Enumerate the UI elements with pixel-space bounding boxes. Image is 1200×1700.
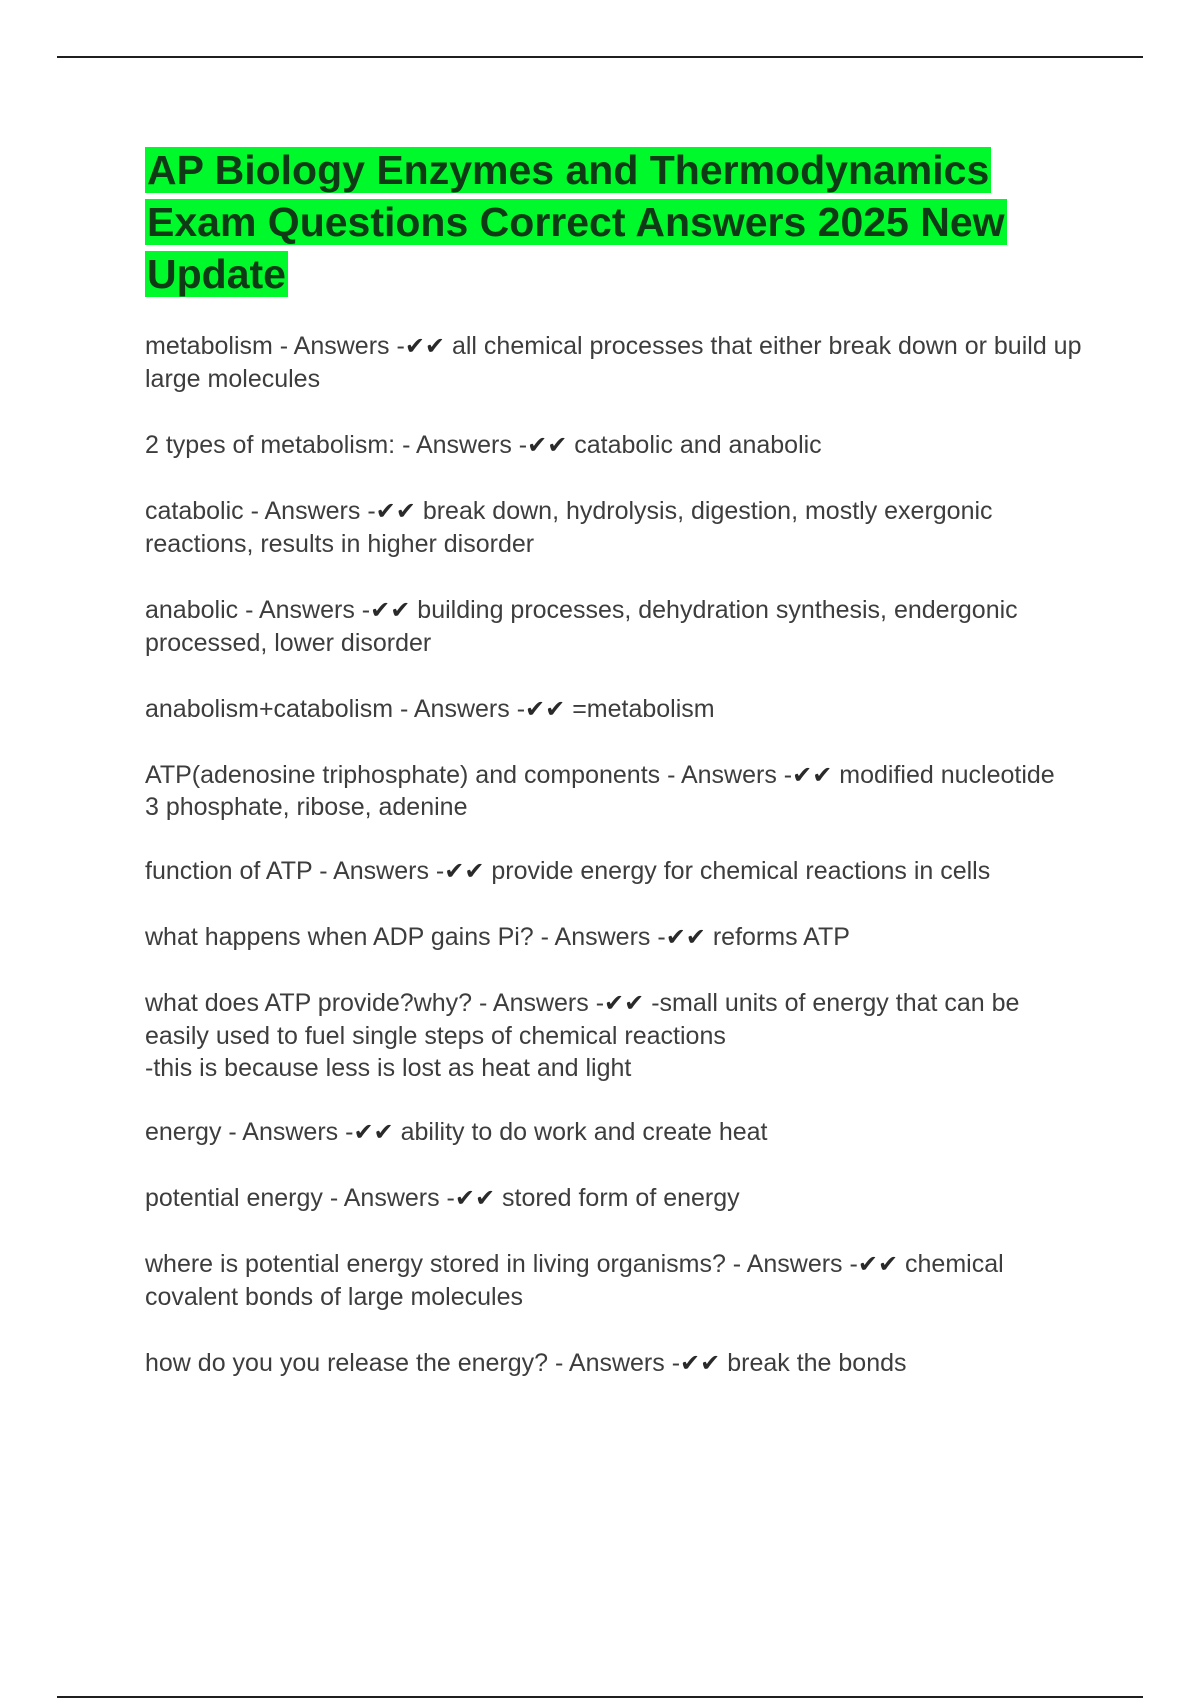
qa-answer: chemical covalent bonds of large molecules xyxy=(145,1250,1004,1311)
qa-answer: modified nucleotide xyxy=(832,761,1055,789)
qa-entry xyxy=(145,330,1085,396)
qa-term: where is potential energy stored in living organisms? xyxy=(145,1250,726,1278)
qa-separator: - Answers - xyxy=(322,1184,455,1212)
qa-answer: reforms ATP xyxy=(705,923,850,951)
qa-entry xyxy=(145,921,1085,954)
footer-rule xyxy=(57,1696,1143,1698)
qa-line xyxy=(145,855,1085,888)
qa-term: how do you you release the energy? xyxy=(145,1349,549,1377)
qa-separator: - Answers - xyxy=(272,332,405,360)
qa-entry xyxy=(145,495,1085,561)
check-mark-icon: ✔✔ xyxy=(353,1118,394,1146)
qa-line xyxy=(145,429,1085,462)
qa-entry xyxy=(145,759,1085,822)
qa-separator: - Answers - xyxy=(395,431,528,459)
qa-answer: all chemical processes that either break down or build up large molecules xyxy=(145,332,1082,393)
check-mark-icon: ✔✔ xyxy=(454,1184,496,1212)
qa-line xyxy=(145,330,1085,396)
qa-separator: - Answers - xyxy=(472,989,605,1017)
qa-term: anabolic xyxy=(145,596,239,624)
qa-separator: - Answers - xyxy=(312,857,445,885)
document-content xyxy=(145,144,1085,1413)
qa-term: anabolism+catabolism xyxy=(145,695,394,723)
qa-term: 2 types of metabolism: xyxy=(145,431,396,459)
qa-entry xyxy=(145,1248,1085,1314)
qa-answer-continuation: -this is because less is lost as heat and light xyxy=(145,1054,632,1082)
qa-line xyxy=(145,495,1085,561)
qa-answer: provide energy for chemical reactions in cells xyxy=(484,857,991,885)
check-mark-icon: ✔✔ xyxy=(404,332,446,360)
qa-list xyxy=(145,330,1085,1380)
check-mark-icon: ✔✔ xyxy=(444,857,485,885)
qa-line xyxy=(145,759,1085,792)
qa-entry xyxy=(145,855,1085,888)
document-title-text: AP Biology Enzymes and Thermodynamics Exam Questions Correct Answers 2025 New Update xyxy=(147,147,1005,297)
qa-entry xyxy=(145,429,1085,462)
qa-separator: - Answers - xyxy=(393,695,526,723)
qa-entry xyxy=(145,693,1085,726)
check-mark-icon: ✔✔ xyxy=(525,695,566,723)
qa-line xyxy=(145,1116,1085,1149)
qa-term: potential energy xyxy=(145,1184,323,1212)
qa-line xyxy=(145,594,1085,660)
qa-separator: - Answers - xyxy=(238,596,371,624)
qa-answer: break down, hydrolysis, digestion, mostly exergonic reactions, results in higher disorder xyxy=(145,497,993,558)
qa-answer: -small units of energy that can be easily used to fuel single steps of chemical reactions xyxy=(145,989,1020,1050)
qa-separator: - Answers - xyxy=(548,1349,681,1377)
qa-line xyxy=(145,1182,1085,1215)
qa-answer: catabolic and anabolic xyxy=(567,431,822,459)
qa-answer: break the bonds xyxy=(720,1349,907,1377)
qa-term: ATP(adenosine triphosphate) and components xyxy=(145,761,661,789)
check-mark-icon: ✔✔ xyxy=(370,596,411,624)
qa-entry xyxy=(145,1347,1085,1380)
qa-entry xyxy=(145,1116,1085,1149)
check-mark-icon: ✔✔ xyxy=(665,923,706,951)
qa-line xyxy=(145,921,1085,954)
qa-line xyxy=(145,693,1085,726)
qa-separator: - Answers - xyxy=(725,1250,858,1278)
qa-separator: - Answers - xyxy=(660,761,793,789)
document-title xyxy=(145,144,1085,300)
qa-line xyxy=(145,1248,1085,1314)
qa-term: energy xyxy=(145,1118,222,1146)
header-rule xyxy=(57,56,1143,58)
qa-entry xyxy=(145,987,1085,1083)
qa-entry xyxy=(145,594,1085,660)
qa-term: function of ATP xyxy=(145,857,313,885)
qa-separator: - Answers - xyxy=(221,1118,354,1146)
check-mark-icon: ✔✔ xyxy=(527,431,568,459)
qa-separator: - Answers - xyxy=(533,923,666,951)
qa-term: catabolic xyxy=(145,497,244,525)
qa-answer-continuation: 3 phosphate, ribose, adenine xyxy=(145,793,468,821)
check-mark-icon: ✔✔ xyxy=(680,1349,721,1377)
qa-answer: stored form of energy xyxy=(495,1184,740,1212)
qa-entry xyxy=(145,1182,1085,1215)
qa-answer: building processes, dehydration synthesis, endergonic processed, lower disorder xyxy=(145,596,1018,657)
qa-term: what does ATP provide?why? xyxy=(145,989,473,1017)
qa-separator: - Answers - xyxy=(243,497,376,525)
check-mark-icon: ✔✔ xyxy=(375,497,416,525)
qa-line xyxy=(145,987,1085,1053)
qa-term: what happens when ADP gains Pi? xyxy=(145,923,534,951)
qa-answer: ability to do work and create heat xyxy=(393,1118,768,1146)
qa-line xyxy=(145,1347,1085,1380)
check-mark-icon: ✔✔ xyxy=(792,761,833,789)
check-mark-icon: ✔✔ xyxy=(857,1250,899,1278)
qa-answer: =metabolism xyxy=(565,695,715,723)
qa-term: metabolism xyxy=(145,332,273,360)
check-mark-icon: ✔✔ xyxy=(604,989,645,1017)
